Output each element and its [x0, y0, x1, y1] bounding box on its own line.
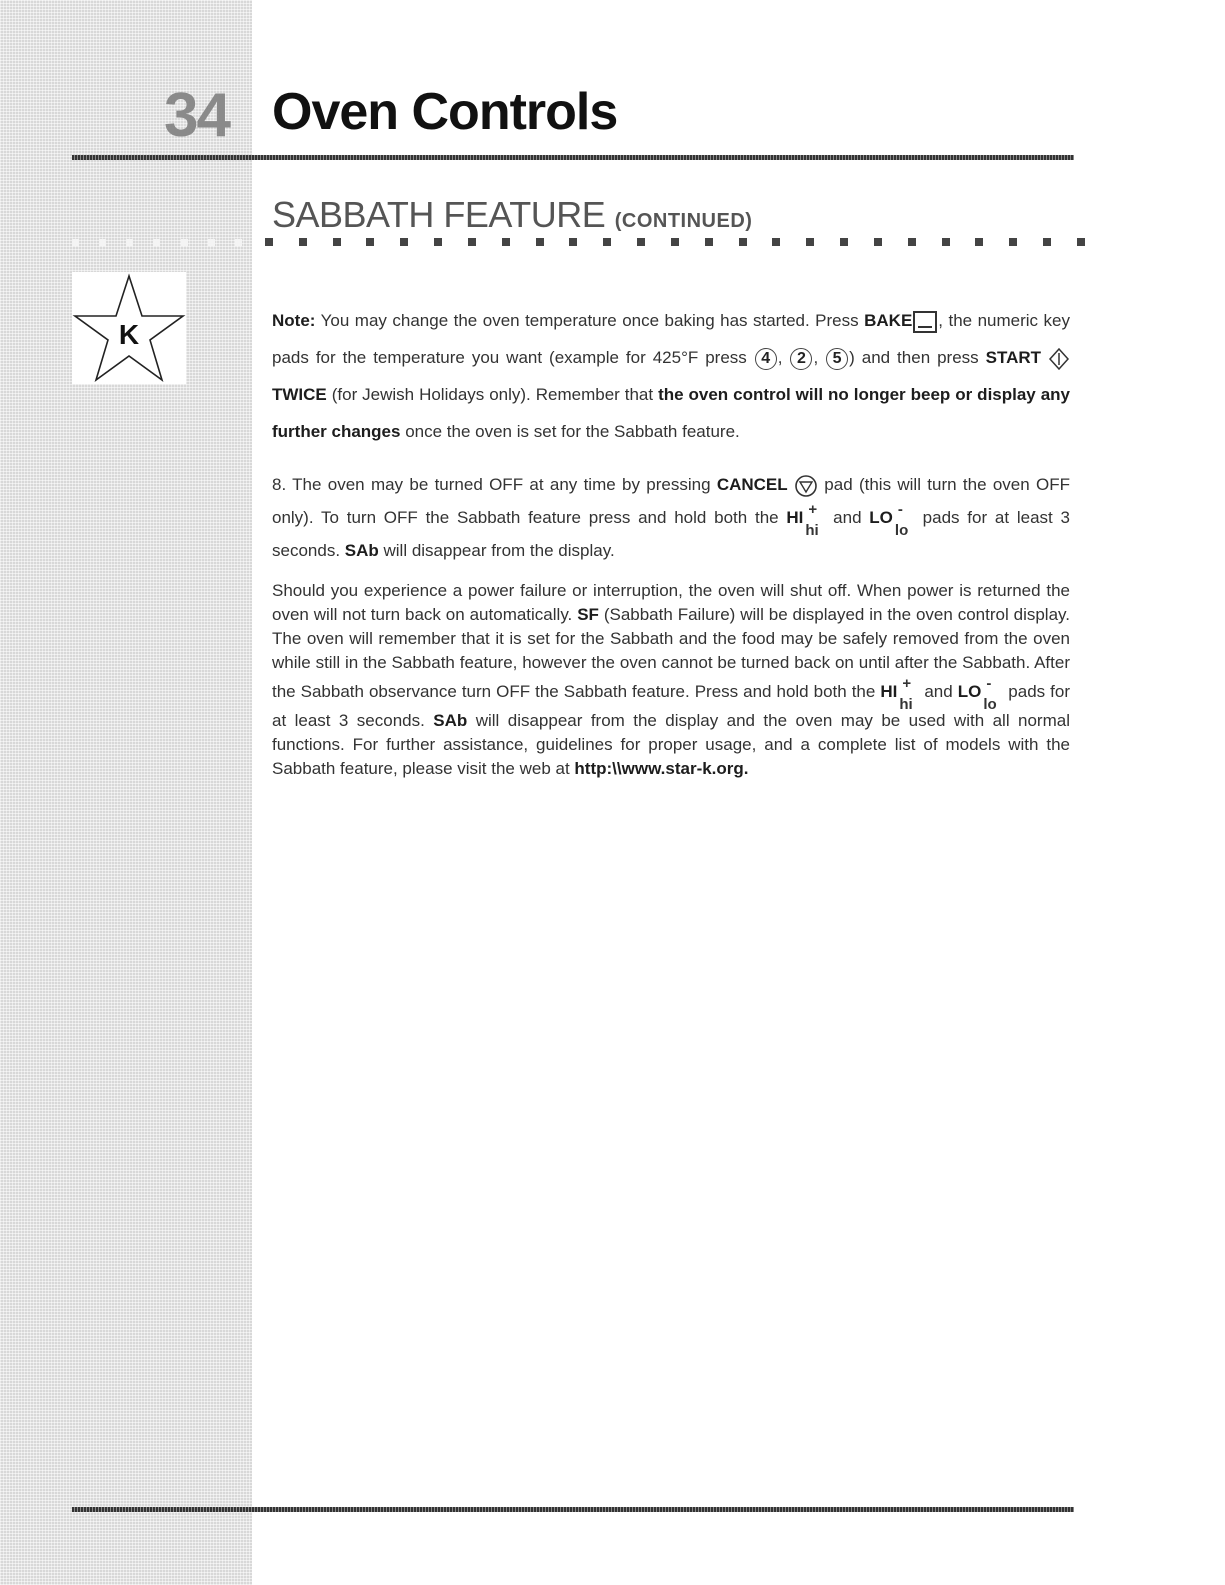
hi-label: HI — [786, 508, 804, 527]
start-label: START — [985, 348, 1042, 367]
step-8-paragraph: 8. The oven may be turned OFF at any time by pressing CANCEL pad (this will turn the oven OFF only). To turn OFF the Sabbath feature press and hold both the HI + hi and LO - lo pads for at least 3 seconds. SAb will disappear from the display. — [272, 475, 1070, 560]
hi-label-2: HI — [880, 682, 898, 701]
bottom-divider — [72, 1507, 1074, 1512]
bake-pad-icon — [913, 311, 937, 333]
star-k-url[interactable]: http:\\www.star-k.org. — [574, 759, 749, 778]
start-diamond-icon — [1048, 347, 1070, 371]
sidebar-dot-row — [72, 239, 242, 247]
section-heading — [272, 194, 752, 236]
hi-pad-icon-2: + hi — [899, 674, 913, 713]
sab-label: SAb — [344, 541, 379, 560]
lo-label: LO — [869, 508, 893, 527]
logo-letter: K — [118, 319, 140, 350]
section-heading-main: SABBATH FEATURE — [272, 194, 606, 235]
star-k-logo — [72, 272, 186, 384]
top-divider — [72, 155, 1074, 160]
key-5-icon: 5 — [826, 348, 848, 370]
body-text — [272, 302, 1070, 781]
lo-pad-icon-2: - lo — [983, 674, 997, 713]
heading-dot-row — [265, 238, 1085, 248]
sab-label-2: SAb — [433, 711, 468, 730]
bake-label: BAKE — [864, 311, 913, 330]
star-k-icon — [72, 272, 186, 384]
cancel-circle-icon — [794, 474, 818, 498]
sidebar-texture — [0, 0, 252, 1585]
hi-pad-icon: + hi — [805, 500, 819, 539]
key-2-icon: 2 — [790, 348, 812, 370]
page-title: Oven Controls — [272, 83, 618, 141]
sf-label: SF — [577, 605, 599, 624]
cancel-label: CANCEL — [716, 475, 788, 494]
power-failure-paragraph: Should you experience a power failure or interruption, the oven will shut off. When power is returned the oven will not turn back on automatically. SF (Sabbath Failure) will be displayed in the oven control display. The oven will remember that it is set for the Sabbath and the food may be safely removed from the oven while still in the Sabbath feature, however the oven cannot be turned back on until after the Sabbath. After the Sabbath observance turn OFF the Sabbath feature. Press and hold both the HI + hi and LO - lo pads for at least 3 seconds. SAb will disappear from the display and the oven may be used with all normal functions. For further assistance, guidelines for proper usage, and a complete list of models with the Sabbath feature, please visit the web at http:\\www.star-k.org. — [272, 581, 1071, 778]
twice-label: TWICE — [272, 385, 327, 404]
page-number: 34 — [164, 81, 229, 150]
lo-label-2: LO — [957, 682, 982, 701]
section-heading-sub: (CONTINUED) — [614, 210, 753, 232]
lo-pad-icon: - lo — [894, 500, 909, 539]
note-paragraph: Note: You may change the oven temperature once baking has started. Press BAKE , the numeric key pads for the temperature you want (example for 425°F press 4 , 2 , 5 ) and then press START TWICE (for Jewish Holidays only). Remember that the oven control will no longer beep or display any further changes once the oven is set for the Sabbath feature. — [272, 311, 1070, 441]
key-4-icon: 4 — [755, 348, 777, 370]
note-label: Note: — [272, 311, 316, 330]
bold-warning: the oven control will no longer beep or display any further changes — [272, 385, 1070, 441]
